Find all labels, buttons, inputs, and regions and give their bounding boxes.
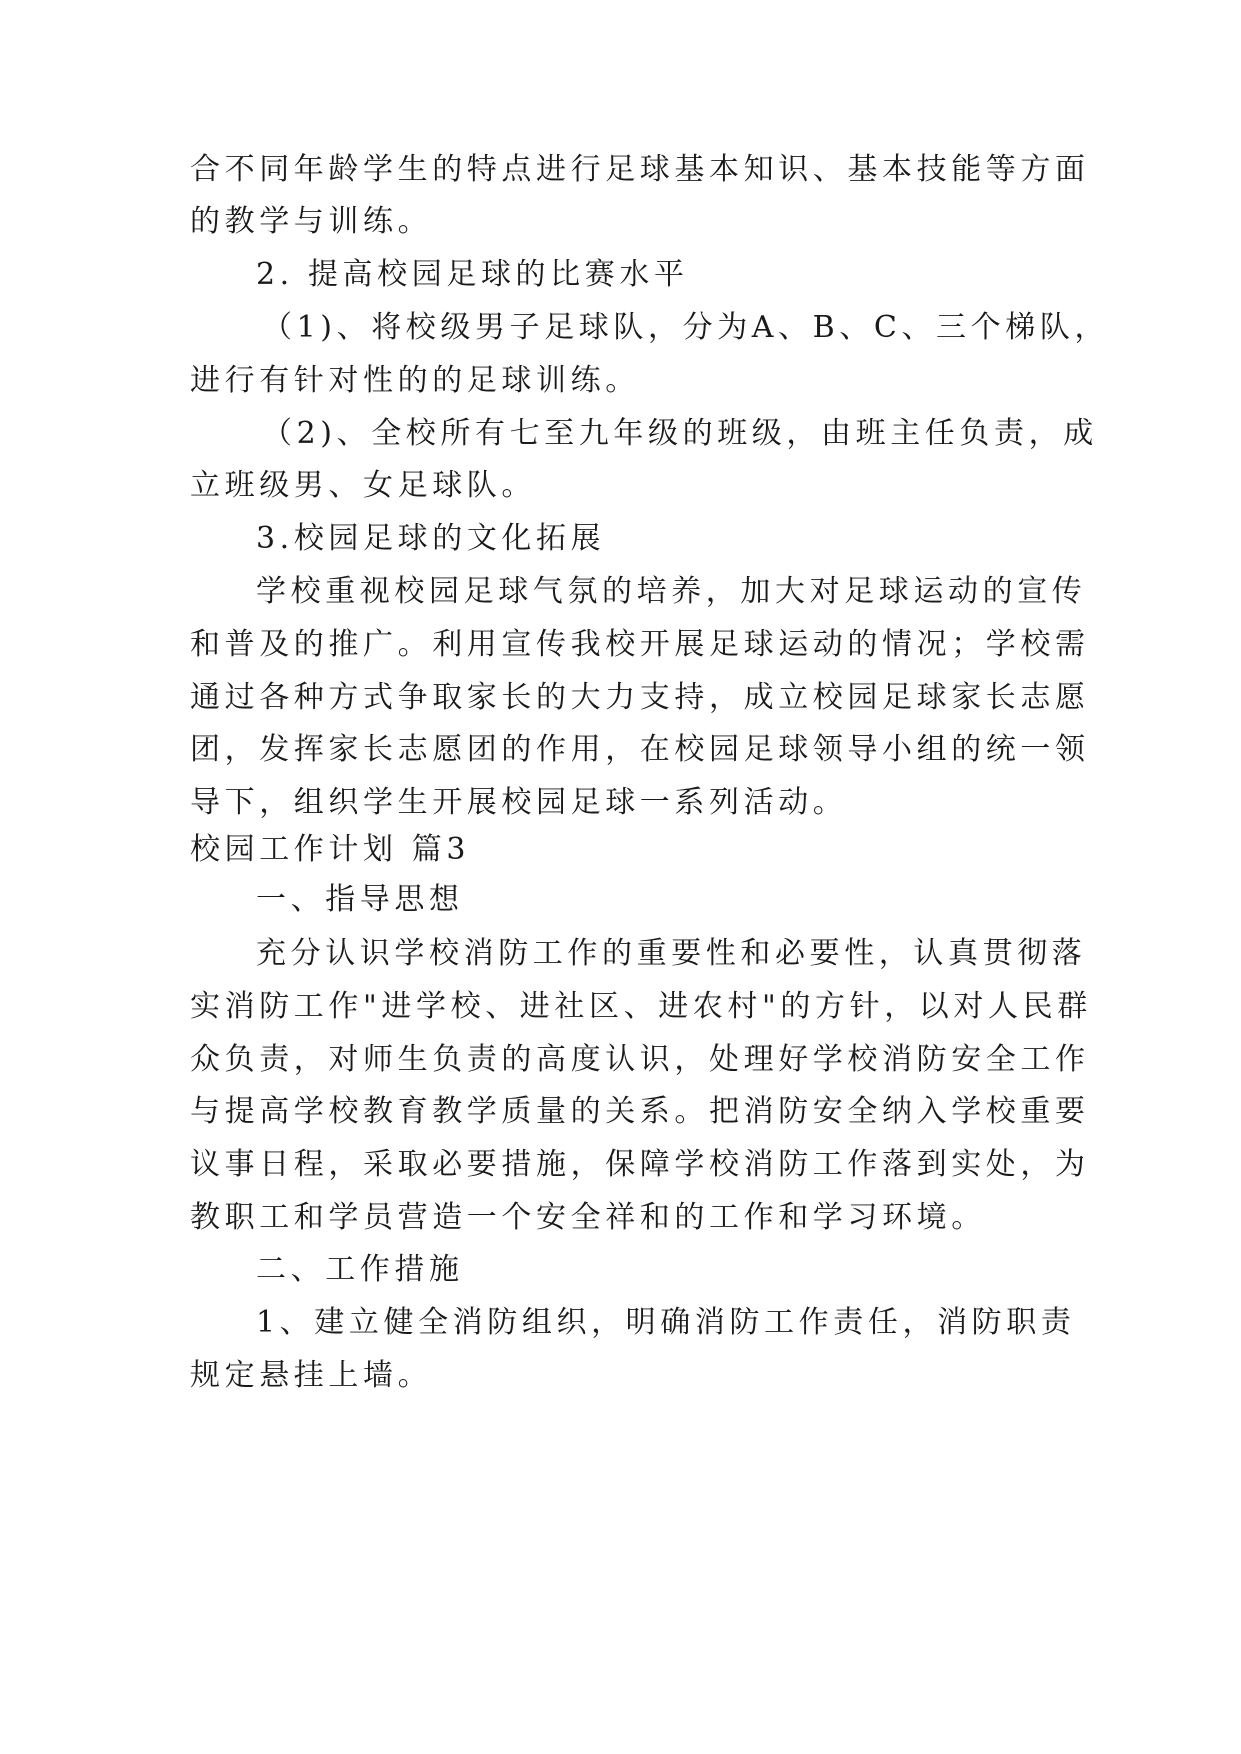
paragraph-line: （2)、全校所有七至九年级的班级，由班主任负责，成 (262, 416, 1098, 451)
paragraph-line: 的教学与训练。 (190, 204, 433, 239)
paragraph-line: 合不同年龄学生的特点进行足球基本知识、基本技能等方面 (190, 152, 1090, 187)
paragraph-line: 与提高学校教育教学质量的关系。把消防安全纳入学校重要 (190, 1094, 1090, 1129)
section-heading: 3.校园足球的文化拓展 (256, 521, 606, 556)
paragraph-line: 议事日程，采取必要措施，保障学校消防工作落到实处，为 (190, 1147, 1090, 1182)
paragraph-line: （1)、将校级男子足球队，分为A、B、C、三个梯队， (262, 310, 1110, 345)
paragraph-line: 通过各种方式争取家长的大力支持，成立校园足球家长志愿 (190, 680, 1090, 715)
paragraph-line: 充分认识学校消防工作的重要性和必要性，认真贯彻落 (256, 936, 1087, 971)
paragraph-line: 学校重视校园足球气氛的培养，加大对足球运动的宣传 (256, 574, 1087, 609)
paragraph-line: 团，发挥家长志愿团的作用，在校园足球领导小组的统一领 (190, 732, 1090, 767)
paragraph-line: 导下，组织学生开展校园足球一系列活动。 (190, 785, 848, 820)
article-title: 校园工作计划 篇3 (190, 832, 471, 867)
paragraph-line: 和普及的推广。利用宣传我校开展足球运动的情况；学校需 (190, 627, 1090, 662)
paragraph-line: 规定悬挂上墙。 (190, 1358, 433, 1393)
paragraph-line: 立班级男、女足球队。 (190, 468, 536, 503)
paragraph-line: 众负责，对师生负责的高度认识，处理好学校消防安全工作 (190, 1042, 1090, 1077)
section-heading: 一、指导思想 (256, 882, 464, 917)
section-heading: 二、工作措施 (256, 1252, 464, 1287)
paragraph-line: 实消防工作"进学校、进社区、进农村"的方针，以对人民群 (190, 989, 1092, 1024)
paragraph-line: 进行有针对性的的足球训练。 (190, 363, 640, 398)
section-heading: 2. 提高校园足球的比赛水平 (256, 257, 689, 292)
paragraph-line: 教职工和学员营造一个安全祥和的工作和学习环境。 (190, 1200, 986, 1235)
paragraph-line: 1、建立健全消防组织，明确消防工作责任，消防职责 (256, 1305, 1076, 1340)
